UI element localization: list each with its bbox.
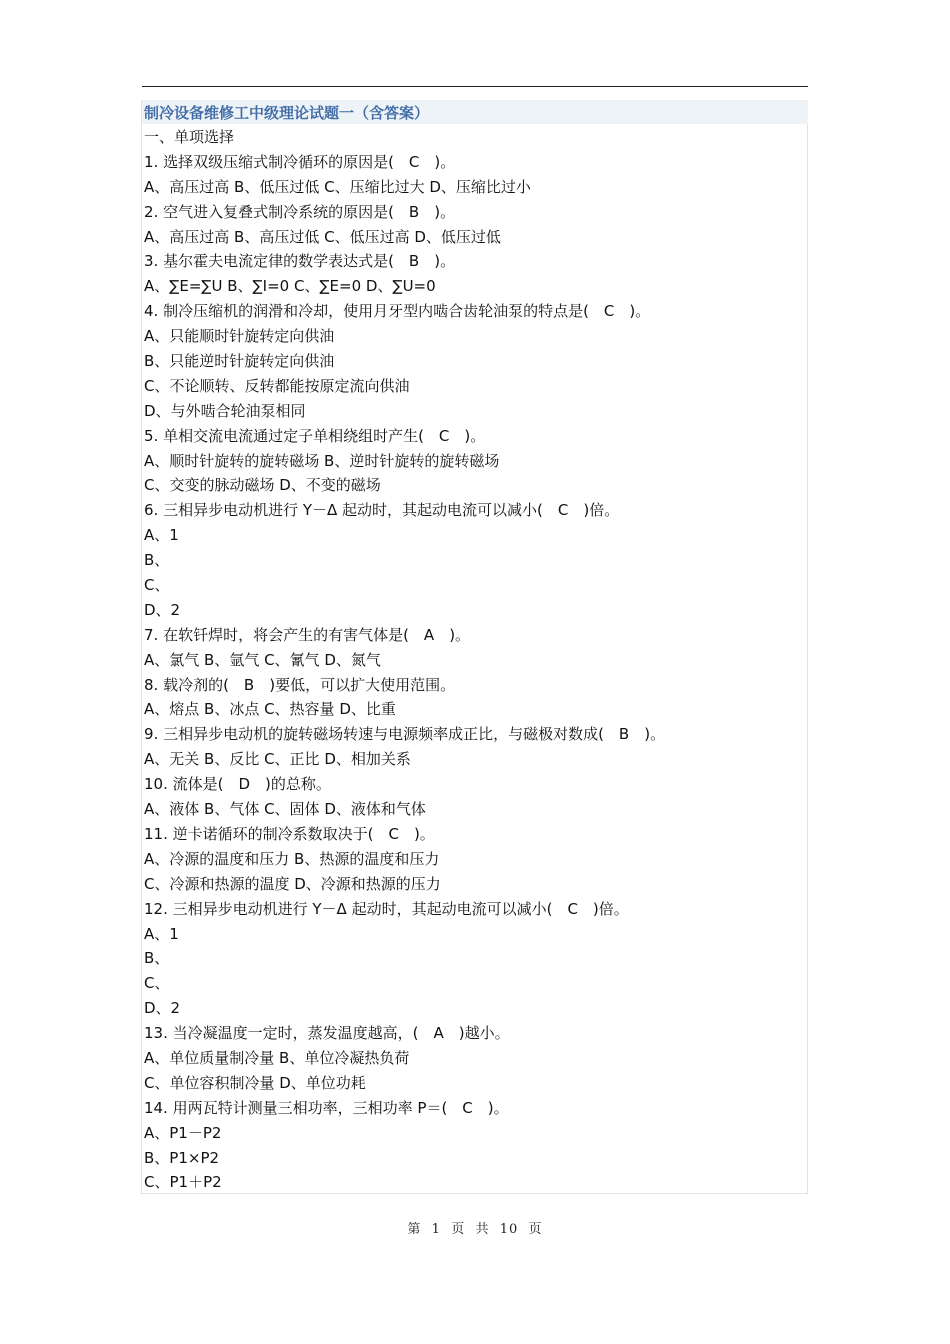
text-line: 1. 选择双级压缩式制冷循环的原因是( C )。: [144, 152, 456, 171]
text-line: B、只能逆时针旋转定向供油: [144, 352, 335, 371]
text-line: A、高压过高 B、低压过低 C、压缩比过大 D、压缩比过小: [144, 177, 531, 196]
text-line: B、P1×P2: [144, 1148, 220, 1167]
text-line: 一、单项选择: [144, 128, 235, 146]
text-line: A、P1－P2: [144, 1123, 222, 1142]
text-line: C、交变的脉动磁场 D、不变的磁场: [144, 476, 381, 495]
text-line: 5. 单相交流电流通过定子单相绕组时产生( C )。: [144, 426, 486, 445]
text-line: 10. 流体是( D )的总称。: [144, 775, 331, 794]
text-line: A、∑E=∑U B、∑I=0 C、∑E=0 D、∑U=0: [144, 277, 436, 296]
text-line: A、只能顺时针旋转定向供油: [144, 327, 335, 346]
text-line: 8. 载冷剂的( B )要低，可以扩大使用范围。: [144, 675, 456, 694]
text-line: A、无关 B、反比 C、正比 D、相加关系: [144, 750, 411, 769]
text-line: 7. 在软钎焊时，将会产生的有害气体是( A )。: [144, 625, 471, 644]
text-line: A、熔点 B、冰点 C、热容量 D、比重: [144, 700, 396, 719]
text-line: 6. 三相异步电动机进行 Y－Δ 起动时，其起动电流可以减小( C )倍。: [144, 501, 620, 520]
text-line: C、冷源和热源的温度 D、冷源和热源的压力: [144, 874, 441, 893]
text-line: B、: [144, 949, 170, 968]
text-line: 9. 三相异步电动机的旋转磁场转速与电源频率成正比，与磁极对数成( B )。: [144, 725, 666, 744]
text-line: 14. 用两瓦特计测量三相功率，三相功率 P＝( C )。: [144, 1098, 509, 1117]
text-line: A、单位质量制冷量 B、单位冷凝热负荷: [144, 1048, 410, 1067]
text-line: C、不论顺转、反转都能按原定流向供油: [144, 376, 410, 395]
text-line: A、顺时针旋转的旋转磁场 B、逆时针旋转的旋转磁场: [144, 451, 500, 470]
text-line: 4. 制冷压缩机的润滑和冷却，使用月牙型内啮合齿轮油泵的特点是( C )。: [144, 302, 651, 321]
text-line: C、: [144, 576, 170, 595]
text-line: C、P1＋P2: [144, 1173, 222, 1192]
text-line: A、冷源的温度和压力 B、热源的温度和压力: [144, 849, 440, 868]
text-line: B、: [144, 551, 170, 570]
text-line: 3. 基尔霍夫电流定律的数学表达式是( B )。: [144, 252, 456, 271]
text-line: A、1: [144, 924, 179, 943]
text-line: 2. 空气进入复叠式制冷系统的原因是( B )。: [144, 202, 456, 221]
text-line: D、2: [144, 999, 181, 1018]
text-line: C、: [144, 974, 170, 993]
header-rule: [142, 86, 808, 87]
text-line: 13. 当冷凝温度一定时，蒸发温度越高，( A )越小。: [144, 1024, 510, 1043]
document-title: 制冷设备维修工中级理论试题一（含答案）: [144, 104, 430, 122]
text-line: 11. 逆卡诺循环的制冷系数取决于( C )。: [144, 824, 435, 843]
text-line: 12. 三相异步电动机进行 Y－Δ 起动时，其起动电流可以减小( C )倍。: [144, 899, 629, 918]
text-line: A、高压过高 B、高压过低 C、低压过高 D、低压过低: [144, 227, 501, 246]
page-footer: 第 1 页 共 10 页: [407, 1222, 543, 1237]
question-list: [144, 125, 804, 1195]
text-line: D、与外啮合轮油泵相同: [144, 401, 306, 420]
text-line: C、单位容积制冷量 D、单位功耗: [144, 1073, 366, 1092]
text-line: D、2: [144, 600, 181, 619]
text-line: A、1: [144, 526, 179, 545]
text-line: A、液体 B、气体 C、固体 D、液体和气体: [144, 800, 426, 819]
text-line: A、氯气 B、氩气 C、氰气 D、氮气: [144, 650, 381, 669]
